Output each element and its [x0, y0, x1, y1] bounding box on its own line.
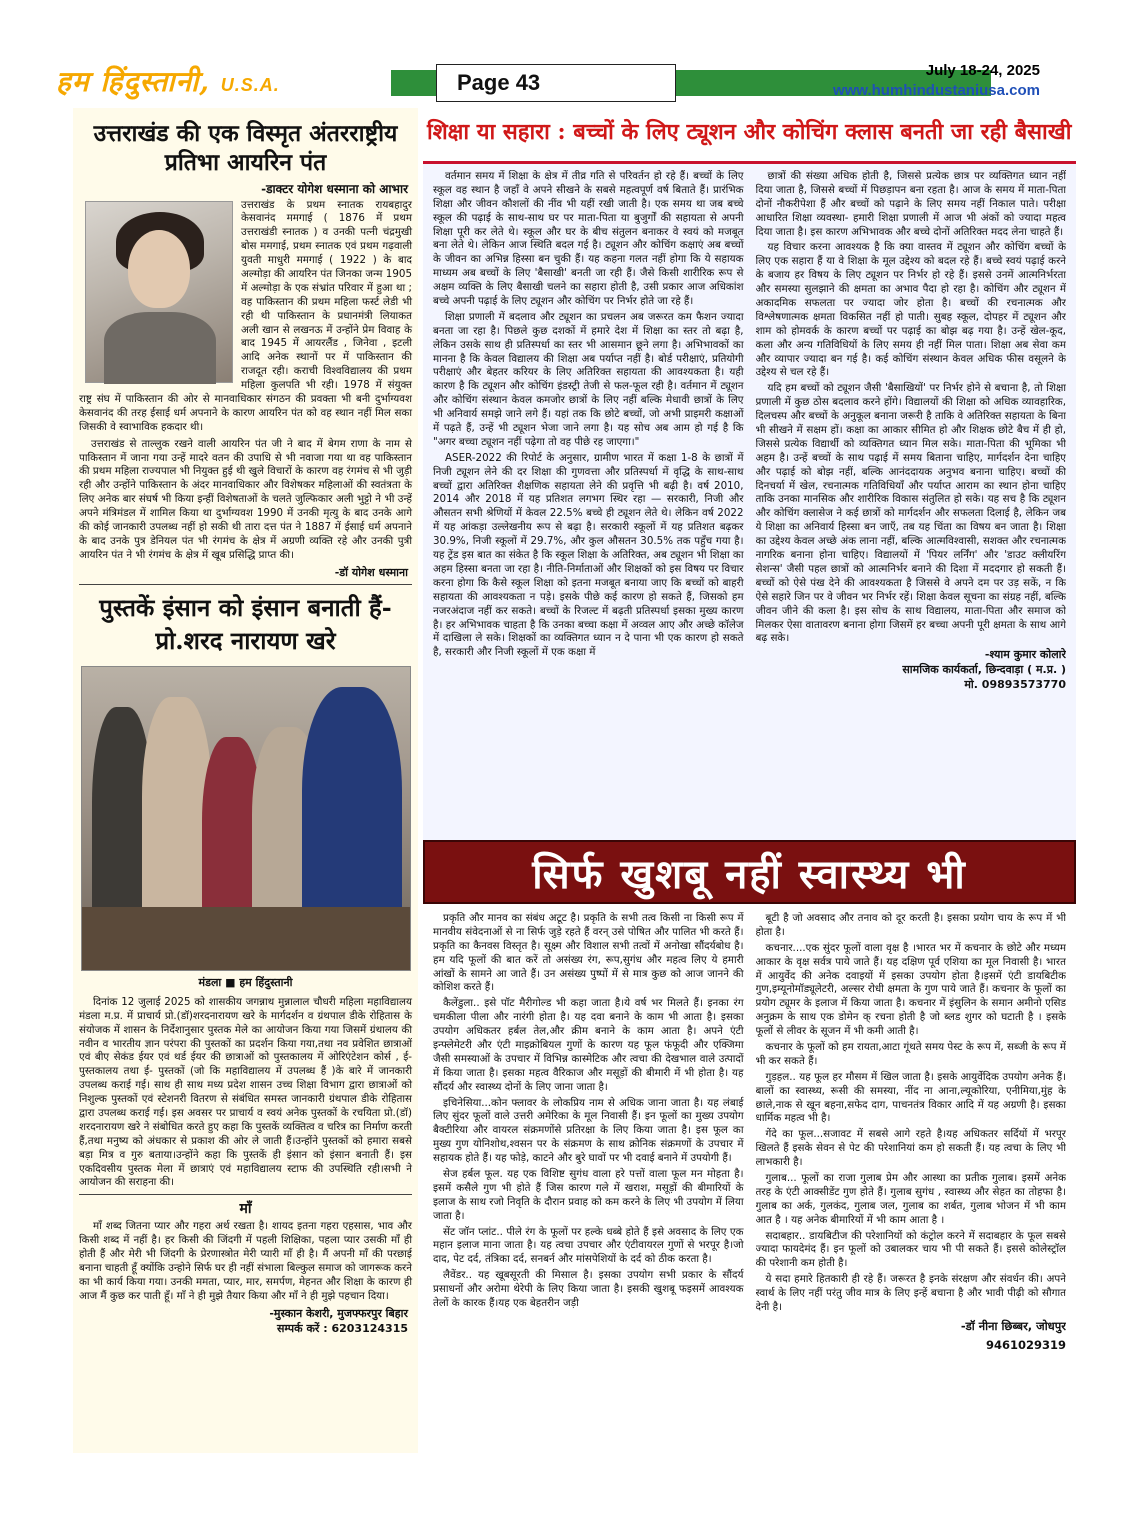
- author-mobile: मो. 09893573770: [964, 677, 1066, 691]
- section-divider: [79, 1194, 412, 1195]
- article-paragraph: गुड़हल.. यह फूल हर मौसम में खिल जाता है। इसके आयुर्वेदिक उपयोग अनेक हैं। बालों का स्वास्थ्य, रूसी की समस्या, नींद ना आना,ल्यूकोरिया, एनीमिया,मुंह के छाले,नाक से खून बहना,सफेद दाग, पाचनतंत्र विकार आदि में यह अग्रणी है। इसका धार्मिक महत्व भी है।: [755, 1070, 1066, 1125]
- article-body-tuition: [423, 164, 1076, 881]
- article-paragraph: कैलेंडुला.. इसे पॉट मैरीगोल्ड भी कहा जाता है।ये वर्ष भर मिलते हैं। इनका रंग चमकीला पीला और नारंगी होता है। यह दवा बनाने के काम भी आता है। इसका उपयोग अधिकतर हर्बल तेल,और क्रीम बनाने के काम आता है। अपने एंटी इन्फ्लेमेटरी और एंटी माइक्रोबियल गुणों के कारण यह फूल फंफूदी और एक्जिमा जैसी समस्याओं के उपचार में विभिन्न कास्मेटिक और त्वचा की देखभाल वाले उत्पादों में किया जाता है। इसका महत्व वैरिकाज और मसूड़ों की बीमारी में भी होता है। यह सौंदर्य और स्वास्थ्य दोनों के लिए जाना जाता है।: [433, 997, 744, 1093]
- article-paragraph: यदि हम बच्चों को ट्यूशन जैसी 'बैसाखियों' पर निर्भर होने से बचाना है, तो शिक्षा प्रणाली में कुछ ठोस बदलाव करने होंगे। विद्यालयों की शिक्षा को अधिक व्यावहारिक, दिलचस्प और बच्चों के अनुकूल बनाना जरूरी है ताकि वे अतिरिक्त सहायता के बिना भी सीखने में सक्षम हों। कक्षा का आकार सीमित हो और शिक्षक छोटे बैच में ही हो, जिससे प्रत्येक विद्यार्थी को व्यक्तिगत ध्यान मिल सके। माता-पिता की भूमिका भी अहम है। उन्हें बच्चों के साथ पढ़ाई में समय बिताना चाहिए, मार्गदर्शन देना चाहिए और पढ़ाई को बोझ नहीं, बल्कि आनंददायक अनुभव बनाना चाहिए। बच्चों की दिनचर्या में खेल, रचनात्मक गतिविधियाँ और पर्याप्त आराम का स्थान होना चाहिए ताकि उनका मानसिक और शारीरिक विकास संतुलित हो सके। यह सच है कि ट्यूशन और कोचिंग क्लासेज ने कई छात्रों को मार्गदर्शन और सफलता दिलाई है, लेकिन जब ये शिक्षा का अनिवार्य हिस्सा बन जाएँ, तब यह चिंता का विषय बन जाता है। शिक्षा का उद्देश्य केवल अच्छे अंक लाना नहीं, बल्कि आत्मविश्वासी, सशक्त और रचनात्मक नागरिक बनाना होना चाहिए। विद्यालयों में 'पियर लर्निंग' और 'डाउट क्लीयरिंग सेशन्स' जैसी पहल छात्रों को आत्मनिर्भर बनाने की दिशा में मददगार हो सकती हैं। बच्चों को ऐसे पंख देने की आवश्यकता है जिससे वे अपने दम पर उड़ सकें, न कि ऐसे सहारे जिन पर वे जीवन भर निर्भर रहें। शिक्षा केवल सूचना का संग्रह नहीं, बल्कि जीवन जीने की कला है। इस सोच के साथ विद्यालय, माता-पिता और समाज को मिलकर ऐसा वातावरण बनाना होगा जिसमें हर बच्चा अपनी पूरी क्षमता के साथ आगे बढ़ सके।: [755, 382, 1066, 645]
- author-phone: 9461029319: [985, 1338, 1066, 1353]
- article-paragraph: सदाबहार.. डायबिटीज की परेशानियों को कंट्रोल करने में सदाबहार के फूल सबसे ज्यादा फायदेमंद हैं। इन फूलों को उबालकर चाय भी पी सकते हैं। इससे कोलेस्ट्रॉल की परेशानी कम होती है।: [755, 1229, 1066, 1270]
- article-paragraph: उत्तराखंड से ताल्लुक रखने वाली आयरिन पंत जी ने बाद में बेगम राणा के नाम से पाकिस्तान में जाना गया उन्हें मादरे वतन की उपाधि से भी नवाजा गया था वह पाकिस्तान की प्रथम महिला राज्यपाल भी नियुक्त हुई थी खुले विचारों के कारण वह रंगमंच से भी जुड़ी रही और उन्होंने पाकिस्तान के अंदर मानवाधिकार और विशेषकर महिलाओं की स्वतंत्रता के लिए अनेक बार संघर्ष भी किया इन्हीं विशेषताओं के चलते जुल्फिकार अली भुट्टो ने भी उन्हें अपने मंत्रिमंडल में शामिल किया था दुर्भाग्यवश 1990 में उनकी मृत्यु के बाद उनके आगे की कोई जानकारी उपलब्ध नहीं हो सकी थी तारा दत्त पंत ने 1887 में ईसाई धर्म अपनाने के बाद उनके पुत्र डेनियल पंत भी रंगमंच के क्षेत्र में अग्रणी व्यक्ति रहे और उनकी पुत्री आयरिन पंत ने भी रंगमंच के क्षेत्र में खूब प्रसिद्धि प्राप्त की।: [79, 437, 412, 561]
- brand-usa: U.S.A.: [220, 75, 280, 95]
- page-number: Page 43: [436, 64, 676, 102]
- article-paragraph: सेंट जॉन प्लांट.. पीले रंग के फूलों पर हल्के धब्बे होते हैं इसे अवसाद के लिए एक महान इलाज माना जाता है। यह त्वचा उपचार और एंटीवायरल गुणों से भरपूर है।जो दाद, पेट दर्द, तंत्रिका दर्द, सनबर्न और मांसपेशियों के दर्द को ठीक करता है।: [433, 1225, 744, 1266]
- article-body-flowers: [423, 906, 1076, 1453]
- article-column-left: [433, 912, 744, 1447]
- photo-table: [82, 907, 411, 971]
- left-column: [73, 108, 418, 1453]
- photo-caption: मंडला ■ हम हिंदुस्तानी: [198, 975, 293, 989]
- article-paragraph: सेज हर्बल फूल. यह एक विशिष्ट सुगंध वाला हरे पत्तों वाला फूल मन मोहता है। इसमें कसैले गुण भी होते हैं जिस कारण गले में खराश, मसूड़ों की बीमारियों के इलाज के साथ रजो निवृति के दौरान प्रवाह को कम करने के लिए भी उपयोग में लिया जाता है।: [433, 1168, 744, 1222]
- article-paragraph: गुलाब... फूलों का राजा गुलाब प्रेम और आस्था का प्रतीक गुलाब। इसमें अनेक तरह के एंटी आक्सीडेंट गुण होते हैं। गुलाब सुगंध , स्वास्थ्य और सेहत का तोहफा है। गुलाब का अर्क, गुलकंद, गुलाब जल, गुलाब का शर्बत, गुलाब भोजन में भी काम आत है । यह अनेक बीमारियों में भी काम आता है ।: [755, 1172, 1066, 1226]
- article-title-irene-pant: उत्तराखंड की एक विस्मृत अंतरराष्ट्रीय प्रतिभा आयरिन पंत: [93, 120, 398, 176]
- article-paragraph: बूटी है जो अवसाद और तनाव को दूर करती है। इसका प्रयोग चाय के रूप में भी होता है।: [755, 912, 1066, 938]
- website-url[interactable]: www.humhindustaniusa.com: [833, 82, 1040, 99]
- page-header: [56, 60, 1076, 105]
- article-paragraph: शिक्षा प्रणाली में बदलाव और ट्यूशन का प्रचलन अब जरूरत कम फैशन ज्यादा बनता जा रहा है। पिछले कुछ दशकों में हमारे देश में शिक्षा का स्तर तो बढ़ा है, लेकिन उसके साथ ही प्रतिस्पर्धा का स्तर भी आसमान छूने लगा है। अभिभावकों का मानना है कि केवल विद्यालय की शिक्षा अब पर्याप्त नहीं है। बोर्ड परीक्षाएं, प्रतियोगी परीक्षाएं और बेहतर करियर के लिए अतिरिक्त सहायता की आवश्यकता है। यही कारण है कि ट्यूशन और कोचिंग इंडस्ट्री तेजी से फल-फूल रही है। वर्तमान में ट्यूशन और कोचिंग संस्थान केवल कमजोर छात्रों के लिए नहीं बल्कि मेधावी छात्रों के लिए भी अनिवार्य समझे जाने लगे हैं। यहां तक कि छोटे बच्चों, जो अभी प्राइमरी कक्षाओं में पढ़ते हैं, उन्हें भी ट्यूशन भेजा जाने लगा है। यह सोच अब आम हो गई है कि "अगर बच्चा ट्यूशन नहीं पढ़ेगा तो वह पीछे रह जाएगा।": [433, 310, 744, 448]
- article-paragraph: लैवेंडर.. यह खूबसूरती की मिसाल है। इसका उपयोग सभी प्रकार के सौंदर्य प्रसाधनों और अरोमा थेरेपी के लिए किया जाता है। इसकी खुशबू फइसमें आवश्यक तेलों के कारक हैं।यह एक बेहतरीन जड़ी: [433, 1269, 744, 1310]
- brand-name: हम हिंदुस्तानी,: [56, 65, 210, 98]
- article-author: -श्याम कुमार कोलारे: [984, 648, 1066, 662]
- article-paragraph: कचनार के फूलों को हम रायता,आटा गूंथते समय पेस्ट के रूप में, सब्जी के रूप में भी कर सकते हैं।: [755, 1041, 1066, 1067]
- article-signature: -डॉ योगेश धस्माना: [334, 565, 408, 579]
- irene-pant-photo: [85, 201, 233, 383]
- article-headline-tuition: [423, 108, 1076, 164]
- article-column-right: [756, 912, 1067, 1447]
- article-paragraph: प्रकृति और मानव का संबंध अटूट है। प्रकृति के सभी तत्व किसी ना किसी रूप में मानवीय संवेदनाओं से ना सिर्फ जुड़े रहते हैं वरन् उसे पोषित और पालित भी करते हैं। प्रकृति का कैनवस विस्तृत है। सूक्ष्म और विशाल सभी तत्वों में अनोखा सौंदर्यबोध है। हम यदि फूलों की बात करें तो असंख्य रंग, रूप,सुगंध और महत्व लिए ये हमारी आंखों के सामने आ जाते हैं। उन असंख्य पुष्पों में से मात्र कुछ को आज जानने की कोशिश करते हैं।: [433, 912, 744, 994]
- photo-face-shape: [128, 230, 190, 308]
- article-column-right: [756, 170, 1067, 875]
- headline-text: सिर्फ खुशबू नहीं स्वास्थ्य भी: [532, 850, 967, 898]
- article-paragraph: ASER-2022 की रिपोर्ट के अनुसार, ग्रामीण भारत में कक्षा 1-8 के छात्रों में निजी ट्यूशन लेने की दर शिक्षा की गुणवत्ता और प्रतिस्पर्धा में वृद्धि के साथ-साथ बच्चों द्वारा अतिरिक्त शैक्षणिक सहायता लेने की प्रवृत्ति भी बढ़ी है। वर्ष 2010, 2014 और 2018 में यह प्रतिशत लगभग स्थिर रहा — सरकारी, निजी और औसतन सभी श्रेणियों में केवल 22.5% बच्चे ही ट्यूशन लेते थे। लेकिन वर्ष 2022 में यह आंकड़ा उल्लेखनीय रूप से बढ़ा है। सरकारी स्कूलों में यह प्रतिशत बढ़कर 30.9%, निजी स्कूलों में 29.7%, और कुल औसतन 30.5% तक पहुँच गया है। यह ट्रेंड इस बात का संकेत है कि स्कूल शिक्षा के अतिरिक्त, अब ट्यूशन भी शिक्षा का अहम हिस्सा बनता जा रहा है। नीति-निर्माताओं और शिक्षकों को इस विषय पर विचार करना होगा कि कैसे स्कूल शिक्षा को इतना मजबूत बनाया जाए कि बच्चों को बाहरी सहायता की आवश्यकता न पड़े। इसके पीछे कई कारण हो सकते हैं, जिसको हम नजरअंदाज नहीं कर सकते। बच्चों के रिजल्ट में बढ़ती प्रतिस्पर्धा इसका मुख्य कारण है। हर अभिभावक चाहता है कि उनका बच्चा कक्षा में अव्वल आए और अच्छे कॉलेज में दाखिला ले सके। शिक्षकों का व्यक्तिगत ध्यान न दे पाना भी एक कारण हो सकते है, सरकारी और निजी स्कूलों में एक कक्षा में: [433, 451, 744, 659]
- article-headline-flowers: [423, 840, 1076, 904]
- issue-date: July 18-24, 2025: [925, 62, 1040, 79]
- article-byline: -डाक्टर योगेश धस्माना को आभार: [261, 181, 408, 196]
- photo-body-shape: [104, 312, 216, 384]
- article-body-maa: माँ शब्द जितना प्यार और गहरा अर्थ रखता है। शायद इतना गहरा एहसास, भाव और किसी शब्द में नहीं है। हर किसी की जिंदगी में पहली शिक्षिका, पहला प्यार उसकी माँ ही होती हैं और मेरी भी जिंदगी के प्रेरणास्त्रोत मेरी प्यारी माँ ही है। मैं अपनी माँ की परछाई बनाना चाहती हूँ क्योंकि उन्होने सिर्फ घर ही नहीं संभाला बिल्कुल समाज को जागरूक करने का भी कार्य किया गया। उनकी ममता, प्यार, मार, समर्पण, मेहनत और शिक्षा के कारण ही आज मैं कुछ कर पाती हूँ। माँ ने ही मुझे तैयार किया और माँ ने ही मुझे पहचान दिया।: [79, 1220, 412, 1302]
- masthead-brand: [56, 62, 280, 100]
- article-author: -डॉ नीना छिब्बर, जोधपुर: [960, 1318, 1066, 1333]
- article-paragraph: ये सदा हमारे हितकारी ही रहे हैं। जरूरत है इनके संरक्षण और संवर्धन की। अपने स्वार्थ के लिए नहीं परंतु जीव मात्र के लिए इन्हें बचाना है और भावी पीढ़ी को सौगात देनी है।: [755, 1273, 1066, 1314]
- book-fair-photo: [81, 666, 411, 971]
- article-body-books: दिनांक 12 जुलाई 2025 को शासकीय जगन्नाथ मुन्नालाल चौधरी महिला महाविद्यालय मंडला म.प्र. में प्राचार्य प्रो.(डॉ)शरदनारायण खरे के मार्गदर्शन व ग्रंथपाल डीके रोहितास के संयोजक में शासन के निर्देशानुसार पुस्तक मेले का आयोजन किया गया जिसमें ग्रंथालय की नवीन व भारतीय ज्ञान परंपरा की पुस्तकों का प्रदर्शन किया गया,तथा नव प्रवेशित छात्राओं एवं बीए सेकंड ईयर एवं थर्ड ईयर की छात्राओं को पुस्तकालय में ओरिएंटेशन कोर्स , ई-पुस्तकालय तथा ई- पुस्तकों (जो कि महाविद्यालय में उपलब्ध हैं )के बारे में जानकारी उपलब्ध कराई गई। साथ ही साथ मध्य प्रदेश शासन उच्च शिक्षा विभाग द्वारा छात्राओं को निशुल्क पुस्तकों एवं स्टेशनरी वितरण से संबंधित समस्त जानकारी ग्रंथपाल डीके रोहितास द्वारा उपलब्ध कराई गई। इस अवसर पर प्राचार्य व स्वयं अनेक पुस्तकों के रचयिता प्रो.(डॉ) शरदनारायण खरे ने संबोधित करते हुए कहा कि पुस्तकें व्यक्तित्व व चरित्र का निर्माण करती हैं,तथा मनुष्य को अंधकार से प्रकाश की ओर ले जाती हैं।उन्होंने पुस्तकों को हमारा सबसे बड़ा मित्र व गुरु बताया।उन्होंने कहा कि पुस्तकें ही इंसान को इंसान बनाती हैं। इस एकदिवसीय पुस्तक मेला में छात्राएं एवं महाविद्यालय स्टाफ की उपस्थिति रही।सभी ने आयोजन की सराहना की।: [79, 995, 412, 1189]
- article-title-maa: माँ: [239, 1201, 252, 1218]
- article-paragraph: कचनार....एक सुंदर फूलों वाला वृक्ष है ।भारत भर में कचनार के छोटे और मध्यम आकार के वृक्ष सर्वत्र पाये जाते हैं। यह दक्षिण पूर्व एशिया का मूल निवासी है। भारत में आयुर्वेद की अनेक दवाइयों में इसका उपयोग होता है।इसमें एंटी डायबिटीक गुण,इम्यूनोमॉड्यूलेटरी, अल्सर रोधी क्षमता के गुण पाये जाते हैं। कचनार के फूलों का प्रयोग ट्यूमर के इलाज में किया जाता है। कचनार में इंसुलिन के समान अमीनो एसिड अनुक्रम के साथ एक डोमेन क् रचना होती है जो ब्लड शुगर को घटाती है । इसके फूलों से लीवर के सूजन में भी कमी आती है।: [755, 941, 1066, 1038]
- poem-author: -मुस्कान केशरी, मुजफ्फरपुर बिहार: [269, 1306, 408, 1320]
- article-paragraph: उत्तराखंड के प्रथम स्नातक रायबहादुर केसवानंद ममगाई ( 1876 में प्रथम उत्तराखंडी स्नातक ) व उनकी पत्नी चंद्रमुखी बोस ममगाई, प्रथम स्नातक एवं प्रथम गढ़वाली युवती माधुरी ममगाई ( 1922 ) के बाद अल्मोड़ा की आयरिन पंत जिनका जन्म 1905 में अल्मोड़ा के एक संभ्रांत परिवार में हुआ था ; वह पाकिस्तान की प्रथम महिला फर्स्ट लेडी भी रही थी पाकिस्तान के प्रधानमंत्री लियाकत अली खान से लखनऊ में उन्होंने प्रेम विवाह के बाद 1945 में आयरलैंड , जिनेवा , इटली आदि अनेक स्थानों पर में पाकिस्तान की राजदूत रही। कराची विश्वविद्यालय की प्रथम महिला कुलपति भी रही। 1978 में संयुक्त राष्ट्र संघ में पाकिस्तान की ओर से मानवाधिकार संगठन की प्रवक्ता भी बनी दुर्भाग्यवश केसवानंद की तरह ईसाई धर्म अपनाने के कारण आयरिन पंत को वह स्थान नहीं मिल सका जिसकी वे स्वाभाविक हकदार थी।: [79, 198, 412, 433]
- article-paragraph: छात्रों की संख्या अधिक होती है, जिससे प्रत्येक छात्र पर व्यक्तिगत ध्यान नहीं दिया जाता है, जिससे बच्चों में पिछड़ापन बना रहता है। आज के समय में माता-पिता दोनों नौकरीपेशा हैं और बच्चों को पढ़ाने के लिए समय नहीं निकाल पाते। परीक्षा आधारित शिक्षा व्यवस्था- हमारी शिक्षा प्रणाली में आज भी अंकों को ज्यादा महत्व दिया जाता है। इस कारण अभिभावक और बच्चे दोनों अतिरिक्त मदद लेना चाहते हैं।: [755, 170, 1066, 238]
- article-paragraph: यह विचार करना आवश्यक है कि क्या वास्तव में ट्यूशन और कोचिंग बच्चों के लिए एक सहारा हैं या वे शिक्षा के मूल उद्देश्य को बदल रहे हैं। बच्चे स्वयं पढ़ाई करने के बजाय हर विषय के लिए ट्यूशन पर निर्भर हो रहे हैं। इससे उनमें आत्मनिर्भरता और समस्या सुलझाने की क्षमता का अभाव पैदा हो रहा है। कोचिंग और ट्यूशन में अकादमिक सफलता पर ज्यादा जोर होता है। बच्चों की रचनात्मक और विश्लेषणात्मक क्षमता विकसित नहीं हो पाती। सुबह स्कूल, दोपहर में ट्यूशन और शाम को होमवर्क के कारण बच्चों पर पढ़ाई का बोझ बढ़ गया है। उन्हें खेल-कूद, कला और अन्य गतिविधियों के लिए समय ही नहीं मिल पाता। शिक्षा अब सेवा कम और व्यापार ज्यादा बन गई है। कई कोचिंग संस्थान केवल अधिक फीस वसूलने के उद्देश्य से चल रहे हैं।: [755, 241, 1066, 379]
- headline-text: शिक्षा या सहारा : बच्चों के लिए ट्यूशन और कोचिंग क्लास बनती जा रही बैसाखी: [427, 119, 1072, 145]
- article-paragraph: वर्तमान समय में शिक्षा के क्षेत्र में तीव्र गति से परिवर्तन हो रहे हैं। बच्चों के लिए स्कूल वह स्थान है जहाँ वे अपने सीखने के सबसे महत्वपूर्ण वर्ष बिताते हैं। प्रारंभिक शिक्षा और जीवन कौशलों की नींव भी यहीं रखी जाती है। एक समय था जब बच्चे स्कूल की पढ़ाई के साथ-साथ घर पर माता-पिता या बुजुर्गों की सहायता से अपनी शिक्षा पूरी कर लेते थे। स्कूल और घर के बीच संतुलन बनाकर वे स्वयं को मजबूत बना लेते थे। लेकिन आज स्थिति बदल गई है। ट्यूशन और कोचिंग कक्षाएं अब बच्चों के जीवन का अभिन्न हिस्सा बन चुकी हैं। यह कहना गलत नहीं होगा कि ये सहायक माध्यम अब बच्चों के लिए 'बैसाखी' बनती जा रही हैं। जैसे किसी शारीरिक रूप से अक्षम व्यक्ति के लिए बैसाखी चलने का सहारा होती है, उसी प्रकार आज अधिकांश बच्चे अपनी पढ़ाई के लिए ट्यूशन और कोचिंग पर निर्भर होते जा रहे हैं।: [433, 170, 744, 308]
- author-designation: सामजिक कार्यकर्ता, छिन्दवाड़ा ( म.प्र. ): [902, 663, 1066, 677]
- section-divider: [79, 584, 412, 585]
- article-title-books: पुस्तकें इंसान को इंसान बनाती हैं-प्रो.शरद नारायण खरे: [99, 592, 392, 656]
- article-paragraph: इचिनेसिया...कोन फ्लावर के लोकप्रिय नाम से अधिक जाना जाता है। यह लंबाई लिए सुंदर फूलों वाले उत्तरी अमेरिका के मूल निवासी हैं। इन फूलों का मुख्य उपयोग बैक्टीरिया और वायरल संक्रमणोंसे प्रतिरक्षा के लिए किया जाता है। इस फूल का मुख्य गुण योनिशोथ,श्वसन पर के संक्रमण के साथ क्रोनिक संक्रमणों के उपचार में सहायक होते हैं। यह फोड़े, काटने और बुरे घावों पर भी दवाई बनाने में उपयोगी हैं।: [433, 1096, 744, 1165]
- right-top-article: [423, 108, 1076, 881]
- author-contact: सम्पर्क करें : 6203124315: [276, 1321, 408, 1335]
- article-column-left: [433, 170, 744, 875]
- article-body-irene-pant: [73, 199, 418, 563]
- article-paragraph: गेंदे का फूल...सजावट में सबसे आगे रहते है।यह अधिकतर सर्दियों में भरपूर खिलते हैं इसके सेवन से पेट की परेशानियां कम हो सकती हैं। यह त्वचा के लिए भी लाभकारी है।: [755, 1128, 1066, 1169]
